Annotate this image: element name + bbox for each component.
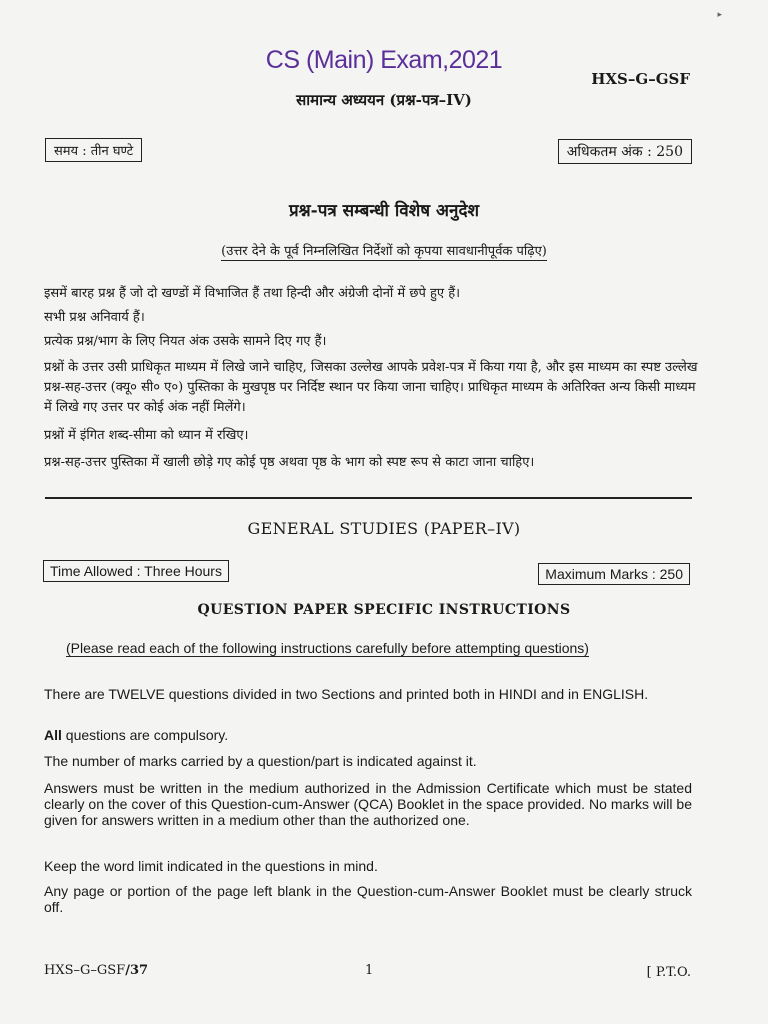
footer-code: HXS–G–GSF/37	[44, 963, 149, 978]
hindi-instruction-6: प्रश्न-सह-उत्तर पुस्तिका में खाली छोड़े गए कोई पृष्ठ अथवा पृष्ठ के भाग को स्पष्ट रूप से काटा जाना चाहिए।	[44, 455, 535, 470]
hindi-instruction-1: इसमें बारह प्रश्न हैं जो दो खण्डों में विभाजित हैं तथा हिन्दी और अंग्रेजी दोनों में छपे हुए हैं।	[44, 286, 461, 301]
hindi-instruction-3: प्रत्येक प्रश्न/भाग के लिए नियत अंक उसके सामने दिए गए हैं।	[44, 334, 327, 349]
hindi-time-box: समय : तीन घण्टे	[45, 138, 142, 162]
english-instruction-6: Any page or portion of the page left blank in the Question-cum-Answer Booklet must be clearly struck off.	[44, 883, 692, 915]
hindi-instruction-2: सभी प्रश्न अनिवार्य हैं।	[44, 310, 145, 325]
english-instruction-5: Keep the word limit indicated in the questions in mind.	[44, 858, 378, 874]
hindi-instruction-5: प्रश्नों में इंगित शब्द-सीमा को ध्यान में रखिए।	[44, 428, 249, 443]
hindi-marks-box: अधिकतम अंक : 250	[558, 139, 692, 164]
english-subject-heading: GENERAL STUDIES (PAPER–IV)	[247, 519, 521, 538]
english-instruction-2-bold: All	[44, 727, 62, 743]
maximum-marks-box: Maximum Marks : 250	[538, 563, 690, 585]
exam-title: CS (Main) Exam,2021	[265, 46, 503, 74]
corner-mark: ▸	[717, 10, 722, 20]
page-number: 1	[365, 963, 374, 978]
english-instructions-note: (Please read each of the following instructions carefully before attempting questions)	[66, 640, 589, 656]
time-allowed-box: Time Allowed : Three Hours	[43, 560, 229, 582]
paper-code: HXS–G–GSF	[591, 70, 690, 88]
hindi-instructions-heading: प्रश्न-पत्र सम्बन्धी विशेष अनुदेश	[288, 201, 480, 221]
section-divider	[45, 497, 692, 499]
hindi-instruction-4: प्रश्नों के उत्तर उसी प्राधिकृत माध्यम में लिखे जाने चाहिए, जिसका उल्लेख आपके प्रवेश-पत्र में किया गया है, और इस माध्यम का स्पष्ट उल्लेख प्रश्न-सह-उत्तर (क्यू० सी० ए०) पुस्तिका के मुखपृष्ठ पर निर्दिष्ट स्थान पर किया जाना चाहिए। प्राधिकृत माध्यम के अतिरिक्त अन्य किसी माध्यम में लिखे गए उत्तर पर कोई अंक नहीं मिलेंगे।	[44, 360, 698, 415]
english-instructions-heading: QUESTION PAPER SPECIFIC INSTRUCTIONS	[197, 602, 571, 618]
pto-label: [ P.T.O.	[646, 965, 691, 980]
english-instruction-2	[44, 727, 692, 743]
hindi-subject: सामान्य अध्ययन (प्रश्न-पत्र–IV)	[296, 91, 472, 109]
english-instruction-4: Answers must be written in the medium authorized in the Admission Certificate which must be stated clearly on the cover of this Question-cum-Answer (QCA) Booklet in the space provided. No marks will be given for answers written in a medium other than the authorized one.	[44, 780, 692, 828]
english-instruction-2-rest: questions are compulsory.	[61, 727, 229, 743]
hindi-instructions-note: (उत्तर देने के पूर्व निम्नलिखित निर्देशों को कृपया सावधानीपूर्वक पढ़िए)	[221, 244, 547, 259]
english-instruction-3: The number of marks carried by a question/part is indicated against it.	[44, 753, 477, 769]
english-instruction-1: There are TWELVE questions divided in two Sections and printed both in HINDI and in ENGLISH.	[44, 686, 649, 702]
